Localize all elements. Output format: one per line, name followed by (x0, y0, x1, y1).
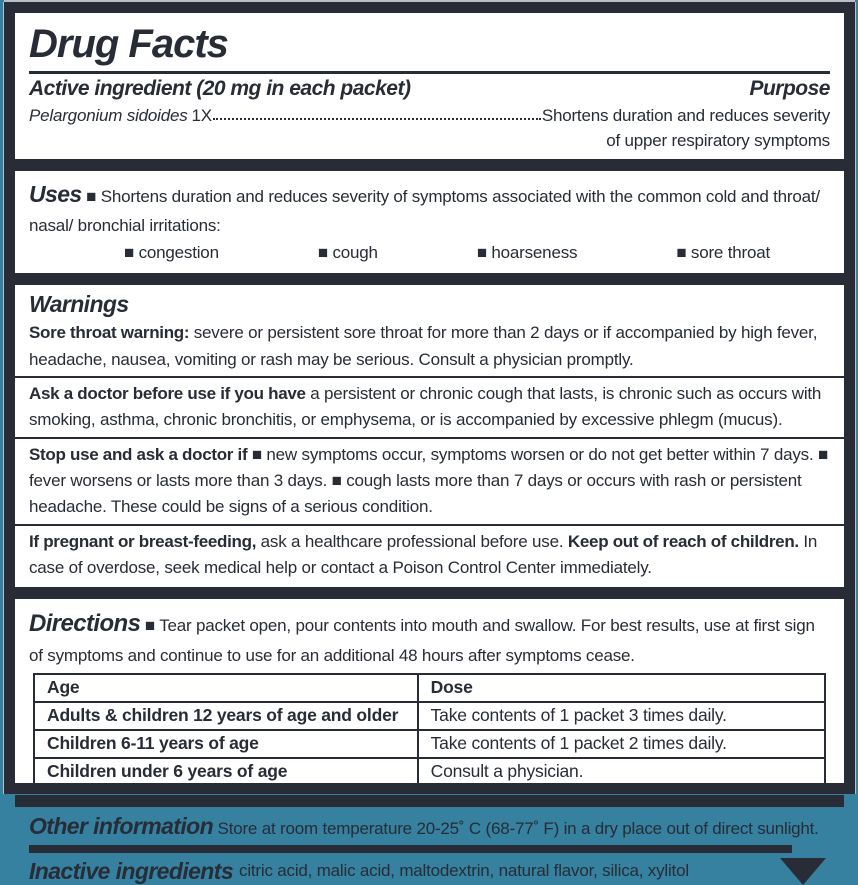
sore-throat-warning-lead: Sore throat warning: (29, 323, 190, 343)
pregnant-lead: If pregnant or breast-feeding, (29, 531, 257, 551)
age-column-header: Age (34, 674, 418, 702)
section-divider-bar (15, 587, 844, 599)
warnings-heading: Warnings (29, 291, 129, 318)
table-row (34, 702, 825, 730)
active-ingredient-heading: Active ingredient (20 mg in each packet) (29, 77, 411, 100)
down-triangle-icon (780, 858, 826, 885)
dose-column-header: Dose (418, 674, 825, 702)
dosage-table (33, 673, 826, 787)
age-cell: Adults & children 12 years of age and older (34, 702, 418, 730)
inactive-ingredients-heading: Inactive ingredients (29, 857, 234, 884)
bullet-cough: ■ cough (317, 243, 378, 263)
bullet-congestion: ■ congestion (124, 243, 219, 263)
directions-heading: Directions (29, 610, 141, 638)
label-content (15, 13, 844, 884)
uses-paragraph (29, 177, 830, 239)
dose-cell: Take contents of 1 packet 2 times daily. (418, 730, 825, 758)
table-row (34, 758, 825, 786)
other-information-text: Store at room temperature 20-25˚ C (68-77˚ F) in a dry place out of direct sunlight. (213, 818, 819, 838)
purpose-line-2: of upper respiratory symptoms (606, 130, 830, 150)
ingredient-latin-name: Pelargonium sidoides (29, 106, 188, 125)
dotted-leader (213, 104, 541, 120)
partial-divider-bar (29, 845, 792, 853)
thin-rule (15, 376, 844, 378)
warnings-heading-row (29, 291, 830, 318)
bullet-sore-throat: ■ sore throat (676, 243, 770, 263)
section-divider-bar (15, 159, 844, 171)
pregnant-text: ask a healthcare professional before use. (256, 531, 568, 551)
ingredient-name (29, 104, 212, 129)
keep-out-of-reach-lead: Keep out of reach of children. (567, 531, 799, 551)
purpose-heading: Purpose (749, 77, 830, 100)
age-cell: Children under 6 years of age (34, 758, 418, 786)
section-divider-bar (15, 795, 844, 807)
drug-facts-label (4, 2, 855, 884)
title-rule (29, 71, 830, 74)
directions-paragraph (29, 605, 830, 669)
bullet-hoarseness: ■ hoarseness (476, 243, 578, 263)
active-ingredient-header-row (29, 77, 830, 101)
dosage-table-header-row (34, 674, 825, 702)
ask-doctor-warning (29, 381, 830, 434)
uses-bullet-row (29, 241, 830, 267)
thin-rule (15, 437, 844, 439)
dose-cell: Take contents of 1 packet 3 times daily. (418, 702, 825, 730)
directions-text: ■ Tear packet open, pour contents into mouth and swallow. For best results, use at first sign of symptoms and continue to use for an additional 48 hours after symptoms cease. (29, 616, 815, 665)
inactive-ingredients-text: citric acid, malic acid, maltodextrin, natural flavor, silica, xylitol (239, 861, 689, 881)
age-cell: Children 6-11 years of age (34, 730, 418, 758)
sore-throat-warning-text: severe or persistent sore throat for more than 2 days or if accompanied by high fever, headache, nausea, vomiting or rash may be serious. Consult a physician promptly. (29, 323, 818, 369)
dose-cell: Consult a physician. (418, 758, 825, 786)
section-divider-bar (15, 273, 844, 285)
overdose-text: In case of overdose, seek medical help or contact a Poison Control Center immediately. (29, 531, 818, 578)
pregnant-warning (29, 529, 830, 582)
page-title: Drug Facts (29, 22, 228, 66)
stop-use-lead: Stop use and ask a doctor if (29, 444, 248, 464)
purpose-line-1: Shortens duration and reduces severity (541, 106, 830, 125)
other-information-row (29, 813, 830, 840)
ingredient-dilution: 1X (191, 106, 212, 125)
sore-throat-warning (29, 320, 830, 373)
table-row (34, 730, 825, 758)
inactive-ingredients-row (29, 858, 830, 885)
ask-doctor-lead: Ask a doctor before use if you have (29, 383, 306, 403)
ingredient-row (29, 104, 830, 153)
stop-use-text: ■ new symptoms occur, symptoms worsen or do not get better within 7 days. ■ fever worsens or lasts more than 3 days. ■ cough lasts more than 7 days or occurs with rash or persistent headache. These could be signs of a serious condition. (29, 444, 829, 517)
uses-heading: Uses (29, 181, 82, 208)
other-information-heading: Other information (29, 812, 214, 839)
ask-doctor-text: a persistent or chronic cough that lasts, is chronic such as occurs with smoking, asthma, chronic bronchitis, or emphysema, or is accompanied by excessive phlegm (mucus). (29, 383, 822, 430)
purpose-text (542, 104, 830, 153)
stop-use-warning (29, 442, 830, 521)
uses-text: ■ Shortens duration and reduces severity of symptoms associated with the common cold and throat/ nasal/ bronchial irritations: (29, 187, 820, 235)
thin-rule (15, 524, 844, 526)
